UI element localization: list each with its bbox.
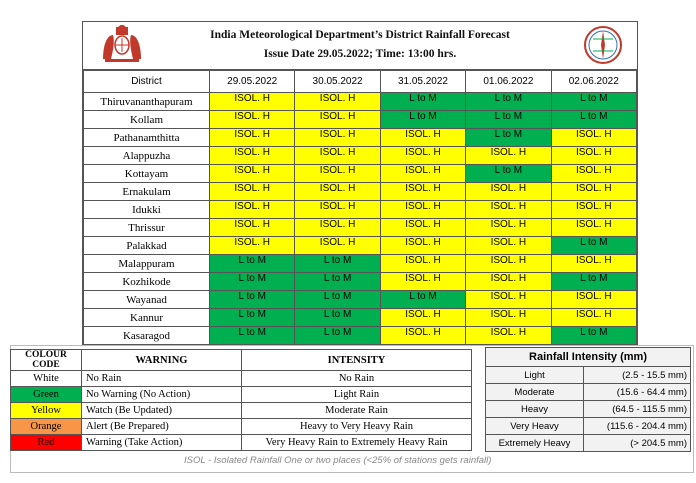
table-row [84,183,637,201]
forecast-value: ISOL. H [405,129,441,140]
forecast-value: ISOL. H [490,255,527,266]
date-column-header: 29.05.2022 [210,71,295,93]
forecast-value: ISOL. H [319,219,356,230]
forecast-cell [466,237,551,255]
date-column-header: 01.06.2022 [466,71,551,93]
forecast-value: ISOL. H [405,147,441,158]
forecast-cell [295,201,380,219]
rainfall-intensity-table [485,347,691,452]
forecast-cell [380,165,465,183]
district-name: Kollam [84,111,210,129]
forecast-cell [466,273,551,291]
intensity-text: No Rain [242,371,472,387]
isol-note: ISOL - Isolated Rainfall One or two places (<25% of stations gets rainfall) [184,455,492,466]
forecast-cell [380,147,465,165]
intensity-text: Heavy to Very Heavy Rain [242,419,472,435]
forecast-value: ISOL. H [405,273,441,284]
forecast-cell [551,327,636,345]
forecast-cell [551,201,636,219]
table-row [84,309,637,327]
district-name: Wayanad [84,291,210,309]
forecast-value: L to M [323,291,352,302]
forecast-value: ISOL. H [490,201,527,212]
forecast-cell [295,309,380,327]
forecast-value: L to M [409,291,437,302]
forecast-header [83,22,637,70]
table-row [84,291,637,309]
forecast-header-row [84,71,637,93]
table-row [84,201,637,219]
forecast-value: ISOL. H [319,129,356,140]
legend-row [11,435,472,451]
forecast-cell [380,219,465,237]
forecast-cell [210,273,295,291]
issue-date: Issue Date 29.05.2022; Time: 13:00 hrs. [263,48,457,60]
forecast-value: ISOL. H [234,165,270,176]
intensity-label: Very Heavy [486,418,584,435]
legend-row [11,403,472,419]
warning-text: No Warning (No Action) [82,387,242,403]
forecast-cell [295,183,380,201]
forecast-cell [380,237,465,255]
forecast-cell [295,255,380,273]
forecast-cell [295,219,380,237]
forecast-value: ISOL. H [319,93,356,104]
forecast-value: ISOL. H [319,183,356,194]
forecast-value: ISOL. H [319,237,356,248]
intensity-row [486,401,691,418]
date-column-header: 30.05.2022 [295,71,380,93]
intensity-label: Light [486,367,584,384]
intensity-label: Extremely Heavy [486,435,584,452]
intensity-text: Light Rain [242,387,472,403]
forecast-cell [380,309,465,327]
intensity-text: Very Heavy Rain to Extremely Heavy Rain [242,435,472,451]
forecast-value: ISOL. H [234,237,270,248]
forecast-value: ISOL. H [234,147,270,158]
legend-row [11,371,472,387]
forecast-cell [295,237,380,255]
forecast-value: L to M [238,255,266,266]
table-row [84,237,637,255]
forecast-cell [210,93,295,111]
intensity-range: (64.5 - 115.5 mm) [584,401,691,418]
forecast-cell [466,129,551,147]
warning-text: Warning (Take Action) [82,435,242,451]
forecast-value: L to M [238,327,266,338]
forecast-cell [551,237,636,255]
forecast-cell [466,309,551,327]
forecast-cell [551,93,636,111]
rainfall-intensity-title: Rainfall Intensity (mm) [486,348,691,367]
date-column-header: 31.05.2022 [380,71,465,93]
forecast-cell [295,93,380,111]
forecast-cell [551,165,636,183]
forecast-cell [466,291,551,309]
district-name: Kozhikode [84,273,210,291]
forecast-value: ISOL. H [234,111,270,122]
intensity-text: Moderate Rain [242,403,472,419]
forecast-value: ISOL. H [575,291,612,302]
imd-logo-icon [583,25,623,65]
forecast-cell [551,129,636,147]
forecast-value: ISOL. H [575,147,612,158]
forecast-value: ISOL. H [319,201,356,212]
intensity-range: (2.5 - 15.5 mm) [584,367,691,384]
forecast-value: ISOL. H [490,309,527,320]
forecast-value: ISOL. H [405,309,441,320]
forecast-cell [380,201,465,219]
forecast-cell [210,291,295,309]
forecast-title: India Meteorological Department’s District Rainfall Forecast [210,29,510,41]
intensity-row [486,384,691,401]
forecast-cell [295,291,380,309]
forecast-cell [380,93,465,111]
district-name: Pathanamthitta [84,129,210,147]
intensity-row [486,367,691,384]
legend-row [11,387,472,403]
forecast-value: ISOL. H [405,237,441,248]
forecast-cell [295,147,380,165]
forecast-value: ISOL. H [575,309,612,320]
forecast-value: ISOL. H [490,219,527,230]
forecast-value: ISOL. H [319,165,356,176]
colour-swatch: Yellow [11,403,82,419]
forecast-cell [466,147,551,165]
table-row [84,165,637,183]
forecast-value: ISOL. H [405,183,441,194]
forecast-cell [466,183,551,201]
district-name: Idukki [84,201,210,219]
forecast-value: ISOL. H [490,327,527,338]
forecast-cell [551,255,636,273]
colour-code-table [10,349,472,451]
warning-text: Alert (Be Prepared) [82,419,242,435]
forecast-value: ISOL. H [575,129,612,140]
forecast-cell [466,201,551,219]
forecast-value: L to M [494,111,523,122]
forecast-value: L to M [494,93,523,104]
forecast-value: L to M [238,309,266,320]
table-row [84,255,637,273]
forecast-value: ISOL. H [319,147,356,158]
forecast-cell [551,291,636,309]
colour-swatch: White [11,371,82,387]
intensity-label: Heavy [486,401,584,418]
forecast-value: ISOL. H [490,183,527,194]
forecast-cell [210,309,295,327]
forecast-cell [380,111,465,129]
forecast-cell [380,273,465,291]
forecast-value: L to M [238,291,266,302]
table-row [84,147,637,165]
forecast-value: L to M [580,111,608,122]
intensity-label: Moderate [486,384,584,401]
forecast-cell [380,327,465,345]
forecast-cell [466,327,551,345]
district-name: Ernakulam [84,183,210,201]
forecast-table [83,70,637,345]
district-name: Thrissur [84,219,210,237]
district-name: Malappuram [84,255,210,273]
forecast-value: L to M [580,327,608,338]
forecast-cell [380,129,465,147]
forecast-cell [380,291,465,309]
legend-header-row [11,350,472,371]
forecast-value: L to M [580,93,608,104]
colour-code-header: COLOUR CODE [11,350,82,371]
forecast-value: L to M [238,273,266,284]
forecast-cell [466,219,551,237]
forecast-value: L to M [494,165,523,176]
warning-header: WARNING [82,350,242,371]
forecast-value: ISOL. H [575,165,612,176]
forecast-value: ISOL. H [405,201,441,212]
forecast-value: ISOL. H [490,273,527,284]
forecast-cell [551,273,636,291]
table-row [84,93,637,111]
forecast-cell [295,165,380,183]
forecast-value: ISOL. H [575,183,612,194]
forecast-value: L to M [580,273,608,284]
table-row [84,219,637,237]
forecast-cell [466,255,551,273]
district-name: Palakkad [84,237,210,255]
forecast-cell [466,93,551,111]
colour-swatch: Green [11,387,82,403]
forecast-value: ISOL. H [234,201,270,212]
forecast-panel [82,21,638,346]
forecast-cell [210,219,295,237]
forecast-value: ISOL. H [405,165,441,176]
forecast-cell [295,129,380,147]
forecast-value: L to M [323,309,352,320]
forecast-value: ISOL. H [234,93,270,104]
forecast-value: L to M [409,111,437,122]
forecast-value: ISOL. H [490,147,527,158]
forecast-cell [551,309,636,327]
forecast-cell [210,147,295,165]
intensity-range: (> 204.5 mm) [584,435,691,452]
forecast-cell [380,183,465,201]
forecast-cell [210,129,295,147]
forecast-cell [551,183,636,201]
colour-swatch: Orange [11,419,82,435]
forecast-value: ISOL. H [405,327,441,338]
forecast-value: ISOL. H [319,111,356,122]
forecast-value: L to M [323,327,352,338]
forecast-value: L to M [494,129,523,140]
intensity-row [486,418,691,435]
forecast-cell [466,111,551,129]
forecast-cell [210,201,295,219]
forecast-value: ISOL. H [490,237,527,248]
forecast-value: L to M [323,273,352,284]
forecast-cell [210,327,295,345]
forecast-value: ISOL. H [575,201,612,212]
colour-swatch: Red [11,435,82,451]
forecast-cell [295,111,380,129]
forecast-cell [210,237,295,255]
forecast-value: ISOL. H [234,219,270,230]
intensity-range: (115.6 - 204.4 mm) [584,418,691,435]
forecast-cell [210,255,295,273]
forecast-cell [380,255,465,273]
warning-text: No Rain [82,371,242,387]
warning-text: Watch (Be Updated) [82,403,242,419]
forecast-value: ISOL. H [405,255,441,266]
district-name: Alappuzha [84,147,210,165]
district-name: Thiruvananthapuram [84,93,210,111]
table-row [84,273,637,291]
intensity-row [486,435,691,452]
table-row [84,111,637,129]
table-row [84,327,637,345]
district-name: Kasaragod [84,327,210,345]
forecast-cell [210,165,295,183]
forecast-cell [295,327,380,345]
forecast-value: ISOL. H [234,183,270,194]
forecast-value: ISOL. H [234,129,270,140]
forecast-value: L to M [580,237,608,248]
district-name: Kannur [84,309,210,327]
forecast-cell [210,111,295,129]
forecast-cell [551,111,636,129]
table-row [84,129,637,147]
forecast-cell [551,147,636,165]
forecast-cell [295,273,380,291]
forecast-value: L to M [409,93,437,104]
legend-row [11,419,472,435]
forecast-value: ISOL. H [575,219,612,230]
forecast-cell [210,183,295,201]
intensity-header: INTENSITY [242,350,472,371]
intensity-range: (15.6 - 64.4 mm) [584,384,691,401]
forecast-cell [466,165,551,183]
district-name: Kottayam [84,165,210,183]
forecast-value: ISOL. H [490,291,527,302]
forecast-value: ISOL. H [575,255,612,266]
date-column-header: 02.06.2022 [551,71,636,93]
forecast-cell [551,219,636,237]
district-column-header: District [84,71,210,93]
forecast-value: L to M [323,255,352,266]
forecast-value: ISOL. H [405,219,441,230]
